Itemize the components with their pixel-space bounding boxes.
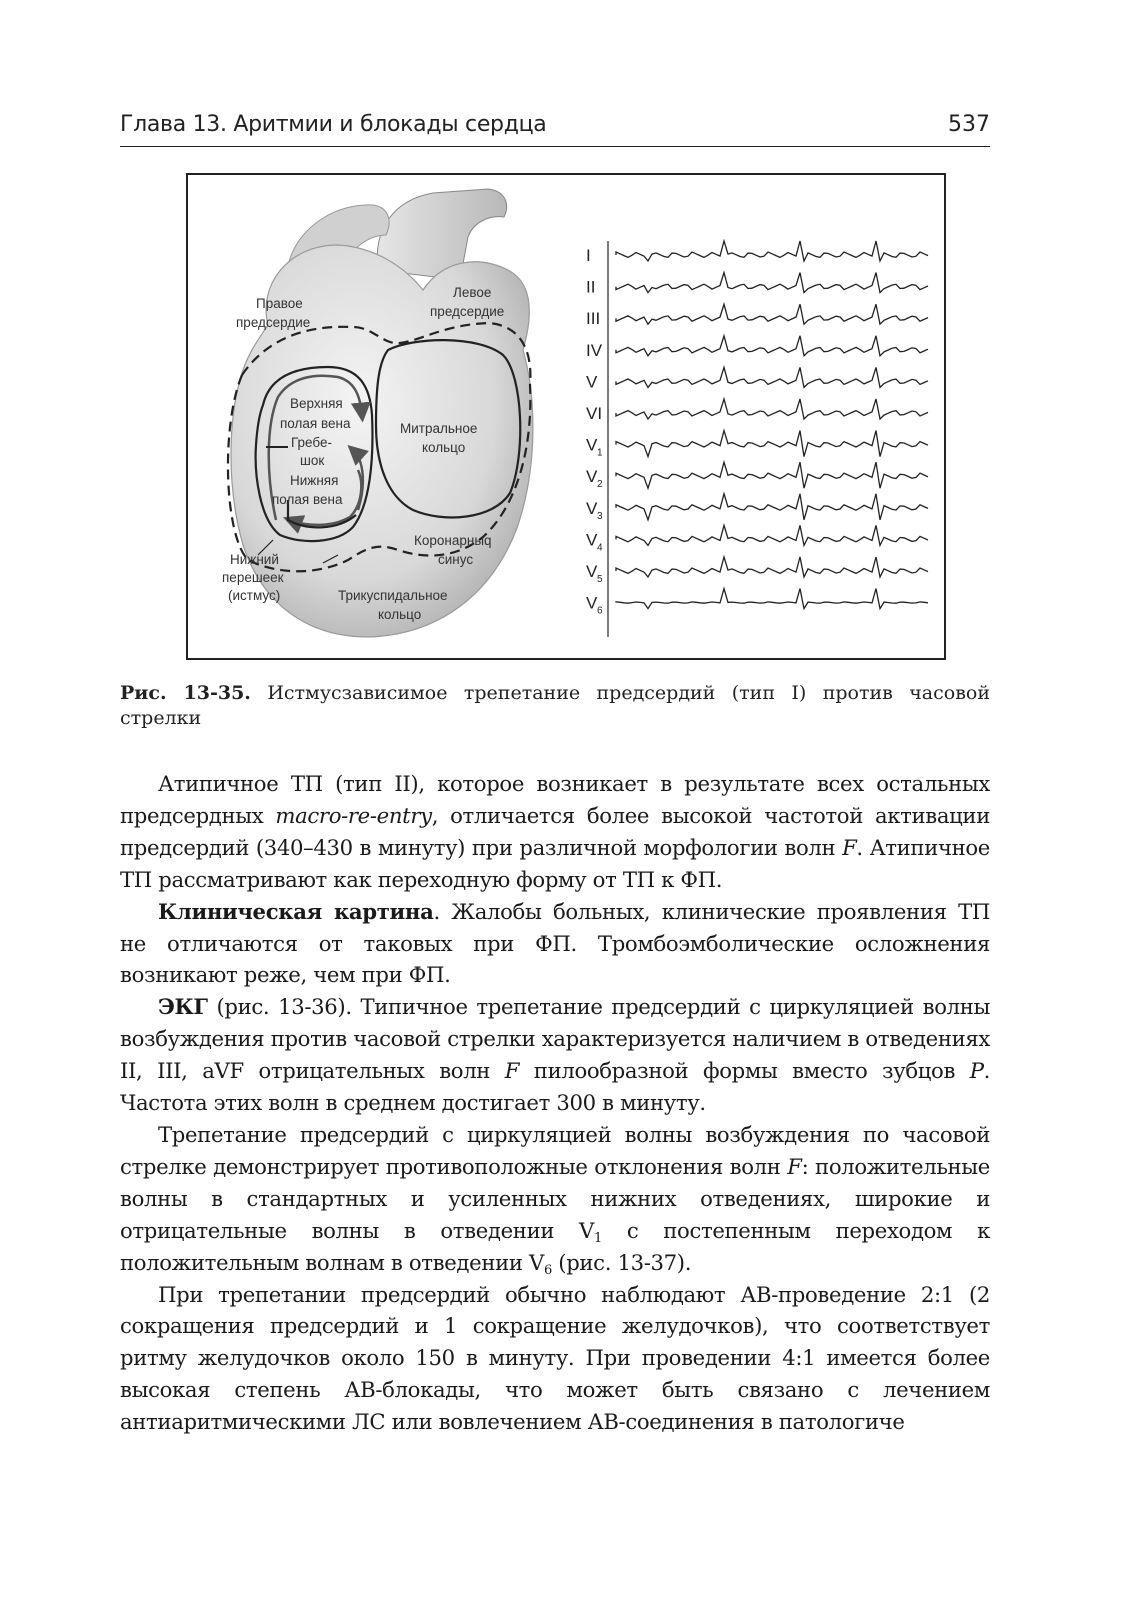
ecg-trace [616,557,928,577]
label-svc-1: Верхняя [290,396,343,411]
p3-f-wave: F [504,1058,520,1084]
ecg-lead-label: V [586,562,598,581]
ecg-12-lead-panel [586,241,928,637]
ecg-lead-label: I [586,246,591,265]
ecg-trace [616,462,928,488]
p3-text-a: (рис. 13-36). Типичное трепетание предсердий с циркуляцией волны возбуждения против часовой стрелки характеризуется наличием в отведениях II, III, aVF отрицательных волн [120,994,990,1084]
ecg-lead-label: IV [586,340,603,360]
ecg-trace [616,399,928,419]
p1-text-b: , отличается более высокой частотой активации предсердий (340–430 в минуту) при различной морфологии волн [120,802,990,860]
p1-f-wave: F [842,834,857,860]
ecg-trace [616,241,928,261]
p3-text-c: . Частота этих волн в среднем достигает 300 в минуту. [120,1058,990,1116]
ecg-lead-subscript: 6 [597,605,603,617]
label-isthmus-3: (истмус) [228,588,281,603]
chapter-title: Глава 13. Аритмии и блокады сердца [120,112,547,137]
p2-text: . Жалобы больных, клинические проявления ТП не отличаются от таковых при ФП. Тромбоэмболические осложнения возникают реже, чем при ФП. [120,898,990,988]
paragraph-av-conduction: При трепетании предсердий обычно наблюдают АВ-проведение 2:1 (2 сокращения предсердий и 1 сокращение желудочков), что соответствует ритму желудочков около 150 в минуту. При проведении 4:1 имеется более высокая степень АВ-блокады, что может быть связано с лечением антиаритмическими ЛС или вовлечением АВ-соединения в патологиче [120,1281,990,1435]
ecg-lead-label: II [586,277,596,297]
ecg-lead-label: V [586,498,598,518]
page-number: 537 [948,112,990,137]
paragraph-ecg [120,991,990,1119]
ecg-lead-label: V [586,372,598,392]
paragraph-clockwise-flutter [120,1119,990,1279]
label-isthmus-2: перешеек [222,570,284,585]
ecg-lead-label: V [586,593,598,613]
ecg-lead-label: III [586,309,601,329]
caption-number: Рис. 13-35. [120,682,251,704]
label-mitral-2: кольцо [422,440,466,455]
ecg-lead-subscript: 2 [597,479,603,491]
label-left-atrium-1: Левое [453,285,492,300]
p3-p-wave: P [969,1058,984,1084]
p3-text-b: пилообразной формы вместо зубцов [519,1058,970,1084]
p4-text-d: (рис. 13-37). [551,1249,692,1275]
label-mitral-1: Митральное [400,421,478,436]
body-text [120,768,990,1438]
label-ivc-2: полая вена [272,492,343,507]
ecg-trace [616,494,928,520]
p1-italic-term: macro-re-entry [275,802,432,828]
ecg-trace [616,431,928,457]
ecg-lead-subscript: 5 [597,574,603,585]
ecg-lead-subscript: 3 [597,510,603,522]
figure-13-35 [186,173,946,660]
ecg-lead-subscript: 1 [597,447,603,459]
ecg-trace [616,367,928,387]
figure-illustration [188,175,944,658]
ecg-trace [616,589,928,609]
label-right-atrium-1: Правое [256,296,303,311]
ecg-lead-label: V [586,435,598,455]
label-crista-1: Гребе- [291,435,333,450]
p3-heading: ЭКГ [158,994,208,1020]
paragraph-atypical-flutter [120,768,990,896]
p4-text-b: : положительные волны в стандартных и усиленных нижних отведениях, широкие и отрицательные волны в отведении V [120,1153,990,1243]
page-header [120,112,990,147]
label-tricuspid-1: Трикуспидальное [338,588,448,603]
label-coronary-sinus-2: синус [438,552,474,567]
paragraph-clinical-picture [120,896,990,992]
p1-text-a: Атипичное ТП (тип II), которое возникает в результате всех остальных предсердных [120,771,990,828]
p1-text-c: . Атипичное ТП рассматривают как переходную форму от ТП к ФП. [120,834,991,892]
p4-text-a: Трепетание предсердий с циркуляцией волны возбуждения по часовой стрелке демонстрирует противоположные отклонения волн [120,1121,990,1179]
ecg-trace [616,525,928,545]
ecg-trace [616,273,928,293]
caption-text: Истмусзависимое трепетание предсердий (тип I) против часовой стрелки [120,682,991,729]
heart-diagram [222,189,533,637]
p4-sub-6: 6 [543,1262,552,1278]
ecg-trace [616,336,928,356]
label-svc-2: полая вена [280,416,351,431]
p2-heading: Клиническая картина [158,898,434,924]
p4-text-c: с постепенным переходом к положительным волнам в отведении V [120,1217,990,1275]
p4-f-wave: F [787,1153,802,1179]
label-isthmus-1: Нижний [230,552,279,567]
ecg-lead-label: VI [586,404,603,423]
label-left-atrium-2: предсердие [430,304,505,319]
label-tricuspid-2: кольцо [378,607,422,622]
label-crista-2: шок [300,453,325,468]
p4-sub-1: 1 [593,1230,602,1246]
label-coronary-sinus-1: Коронарныq [414,533,492,548]
ecg-lead-label: V [586,467,598,487]
label-right-atrium-2: предсердие [236,315,311,330]
ecg-lead-subscript: 4 [597,542,603,554]
ecg-trace [616,304,928,324]
figure-caption [120,681,990,731]
label-ivc-1: Нижняя [290,473,339,488]
ecg-lead-label: V [586,530,598,550]
